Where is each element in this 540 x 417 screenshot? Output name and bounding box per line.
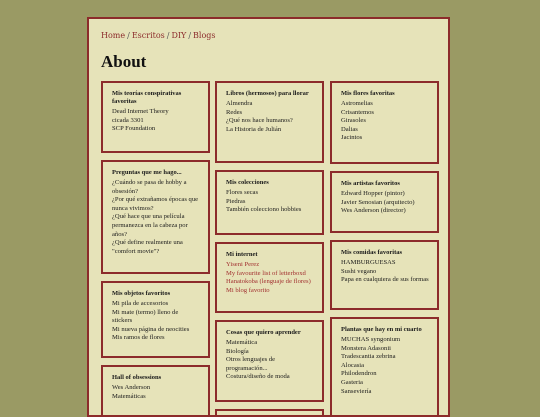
card-item: HAMBURGUESAS bbox=[341, 259, 396, 266]
card-item: Wes Anderson bbox=[112, 384, 151, 391]
card-item: Edward Hopper (pintor) bbox=[341, 190, 405, 197]
info-card bbox=[101, 160, 210, 274]
info-card bbox=[330, 81, 439, 164]
breadcrumb-separator: / bbox=[127, 31, 130, 40]
column-right bbox=[330, 81, 439, 417]
card-item: Mi pila de accesorios bbox=[112, 300, 169, 307]
card-item: Sushi vegano bbox=[341, 267, 377, 275]
card-link[interactable]: Hanatokoba (lenguaje de flores) bbox=[226, 278, 311, 286]
card-item: Papa en cualquiera de sus formas bbox=[341, 276, 429, 284]
card-item: Matemáticas bbox=[112, 392, 146, 400]
card-title: Plantas que hay en mi cuarto bbox=[341, 326, 422, 333]
card-item: SCP Foundation bbox=[112, 125, 156, 133]
card-title: Hall of obsessions bbox=[112, 374, 162, 381]
card-item: Biología bbox=[226, 347, 249, 355]
breadcrumb bbox=[101, 31, 216, 40]
card-item: Otros lenguajes de programación... bbox=[226, 356, 276, 372]
card-title: Libros (hermosos) para llorar bbox=[226, 90, 309, 97]
card-item: Matemática bbox=[226, 339, 258, 346]
info-card bbox=[101, 81, 210, 153]
card-title: Mis comidas favoritas bbox=[341, 249, 403, 256]
page-title: About bbox=[101, 52, 147, 71]
card-item: Astromelias bbox=[341, 100, 373, 107]
card-title: Mis objetos favoritos bbox=[112, 290, 171, 297]
card-item: Crisantemos bbox=[341, 108, 374, 116]
card-item: ¿Por qué extrañamos épocas que nunca vivimos? bbox=[112, 196, 199, 212]
card-item: Alocasia bbox=[341, 361, 365, 369]
info-card bbox=[330, 317, 439, 417]
card-item: ¿Qué nos hace humanos? bbox=[226, 117, 293, 125]
card-item: Jacintos bbox=[341, 134, 363, 142]
card-item: ¿Qué hace que una película permanezca en la cabeza por años? bbox=[112, 213, 188, 238]
info-card bbox=[330, 171, 439, 233]
card-item: Flores secas bbox=[226, 189, 259, 196]
card-item: Almendra bbox=[226, 100, 253, 107]
info-card bbox=[215, 242, 324, 313]
column-middle bbox=[215, 81, 324, 417]
card-item: También colecciono hobbies bbox=[226, 206, 302, 214]
info-card bbox=[330, 240, 439, 310]
card-item: Monstera Adasonii bbox=[341, 344, 391, 352]
card-item: cicada 3301 bbox=[112, 116, 144, 124]
card-title: Mis colecciones bbox=[226, 179, 269, 186]
card-item: Costura/diseño de moda bbox=[226, 373, 290, 381]
card-item: Dead Internet Theory bbox=[112, 108, 169, 115]
card-item: Mis ramos de flores bbox=[112, 334, 165, 342]
card-item: Redes bbox=[226, 108, 243, 116]
card-item: ¿Cuándo se pasa de hobby a obsesión? bbox=[112, 179, 187, 195]
card-title: Preguntas que me hago... bbox=[112, 169, 182, 176]
info-card bbox=[215, 409, 324, 417]
info-card bbox=[215, 170, 324, 235]
card-item: ¿Qué define realmente una "comfort movie"? bbox=[112, 239, 183, 255]
breadcrumb-home-link[interactable]: Home bbox=[101, 31, 126, 40]
card-title: Cosas que quiero aprender bbox=[226, 329, 301, 336]
card-item: Girasoles bbox=[341, 117, 366, 125]
card-item: Mi mate (termo) lleno de stickers bbox=[112, 308, 179, 325]
card-item: Javier Senosian (arquitecto) bbox=[341, 198, 415, 206]
card-link[interactable]: My favourite list of letterboxd bbox=[226, 269, 306, 277]
card-item: La Historia de Julián bbox=[226, 125, 282, 133]
card-link[interactable]: Mi blog favorito bbox=[226, 286, 270, 294]
card-item: Tradescantia zebrina bbox=[341, 353, 396, 361]
card-title: Mis teorías conspirativas favoritas bbox=[112, 90, 182, 105]
card-title: Mis artistas favoritos bbox=[341, 180, 400, 187]
card-link[interactable]: Yiseni Perez bbox=[226, 261, 260, 268]
card-title: Mis flores favoritas bbox=[341, 90, 395, 97]
card-item: Dalias bbox=[341, 125, 358, 133]
card-item: Wes Anderson (director) bbox=[341, 207, 406, 215]
breadcrumb-separator: / bbox=[188, 31, 192, 40]
card-item: MUCHAS syngonium bbox=[341, 336, 401, 343]
content-panel bbox=[87, 17, 450, 417]
card-item: Mi nueva página de neocities bbox=[112, 325, 190, 333]
info-card bbox=[215, 320, 324, 402]
info-card bbox=[215, 81, 324, 163]
breadcrumb-diy-link[interactable]: DIY bbox=[171, 31, 187, 40]
column-left bbox=[101, 81, 210, 417]
breadcrumb-escritos-link[interactable]: Escritos bbox=[131, 31, 165, 40]
card-item: Gasteria bbox=[341, 378, 363, 386]
breadcrumb-blogs-link[interactable]: Blogs bbox=[193, 31, 216, 40]
info-card bbox=[101, 365, 210, 417]
card-item: Philodendron bbox=[341, 370, 377, 378]
info-card bbox=[101, 281, 210, 358]
card-item: Piedras bbox=[226, 197, 246, 205]
card-title: Mi internet bbox=[226, 251, 258, 258]
card-item: Sanseviería bbox=[341, 387, 372, 395]
breadcrumb-separator: / bbox=[166, 31, 170, 40]
